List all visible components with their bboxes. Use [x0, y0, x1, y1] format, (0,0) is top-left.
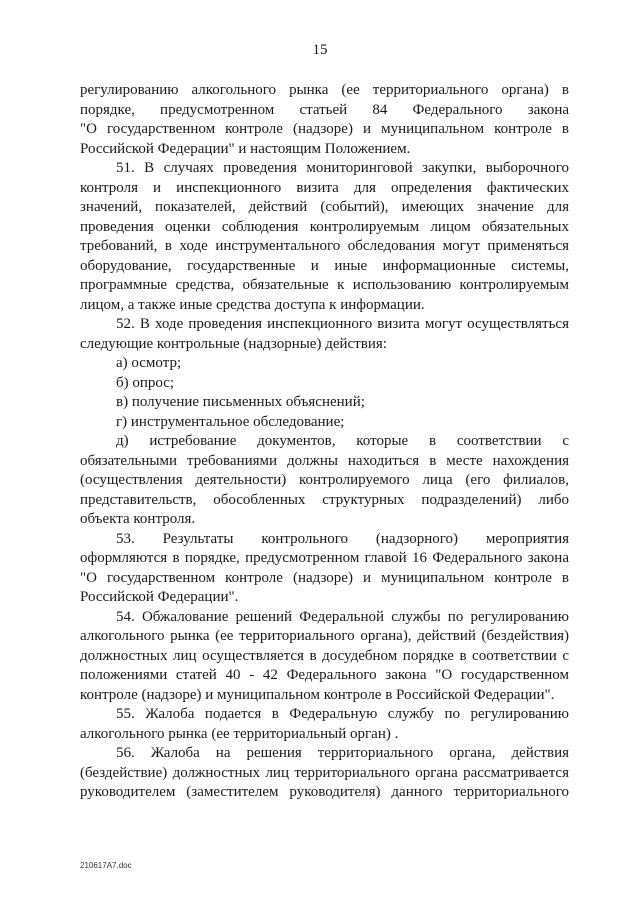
text-line: требований, в ходе инструментального обследования могут применяться: [80, 238, 569, 254]
footer-filename: 210617A7.doc: [80, 861, 132, 870]
text-line: (бездействие) должностных лиц территориального органа рассматривается: [80, 764, 569, 781]
text-line: программные средства, обязательные к использованию контролируемым: [80, 277, 569, 293]
text-line: должностных лиц осуществляется в досудебном порядке в соответствии с: [80, 647, 569, 664]
paragraph-54: [80, 608, 569, 706]
text-line: представительств, обособленных структурных подразделений) либо: [80, 491, 569, 508]
text-line: Российской Федерации" и настоящим Положением.: [80, 140, 411, 157]
text-line: "О государственном контроле (надзоре) и муниципальном контроле в: [80, 569, 569, 586]
text-line: д) истребование документов, которые в соответствии с: [116, 433, 569, 449]
text-line: контроле (надзоре) и муниципальном контроле в Российской Федерации".: [80, 686, 555, 703]
text-line: 55. Жалоба подается в Федеральную службу по регулированию: [116, 706, 569, 722]
list-item: б) опрос;: [116, 374, 175, 391]
paragraph-56: [80, 744, 569, 803]
text-line: 56. Жалоба на решения территориального органа, действия: [116, 745, 569, 761]
text-line: обязательными требованиями должны находиться в месте нахождения: [80, 452, 569, 469]
text-line: (осуществления деятельности) контролируемого лица (его филиалов,: [80, 472, 569, 488]
text-line: 52. В ходе проведения инспекционного визита могут осуществляться: [116, 316, 569, 332]
text-line: контроля и инспекционного визита для определения фактических: [80, 179, 569, 196]
paragraph-52: [80, 315, 569, 354]
list-item: в) получение письменных объяснений;: [116, 394, 365, 410]
paragraph-continuation: [80, 81, 569, 159]
text-line: порядке, предусмотренном статьей 84 Федерального закона: [80, 101, 569, 118]
text-line: значений, показателей, действий (событий), имеющих значение для: [80, 199, 569, 215]
text-line: Российской Федерации".: [80, 589, 239, 605]
list-item-d: [80, 432, 569, 530]
text-line: оборудование, государственные и иные информационные системы,: [80, 257, 569, 274]
text-line: 53. Результаты контрольного (надзорного) мероприятия: [116, 530, 569, 547]
text-line: алкогольного рынка (ее территориального органа), действий (бездействия): [80, 628, 569, 644]
text-line: оформляются в порядке, предусмотренном главой 16 Федерального закона: [80, 550, 569, 566]
text-line: 51. В случаях проведения мониторинговой закупки, выборочного: [116, 160, 569, 176]
paragraph-53: [80, 530, 569, 608]
text-line: следующие контрольные (надзорные) действия:: [80, 335, 387, 352]
list-item: а) осмотр;: [116, 355, 182, 371]
paragraph-51: [80, 159, 569, 315]
list-item: г) инструментальное обследование;: [116, 413, 345, 430]
text-line: алкогольного рынка (ее территориальный орган) .: [80, 725, 399, 742]
action-list: [80, 354, 569, 432]
text-line: 54. Обжалование решений Федеральной службы по регулированию: [116, 608, 569, 625]
text-line: положениями статей 40 - 42 Федерального закона "О государственном: [80, 667, 569, 683]
document-body: [80, 81, 569, 803]
text-line: "О государственном контроле (надзоре) и муниципальном контроле в: [80, 121, 569, 137]
page-number: 15: [312, 42, 328, 58]
paragraph-55: [80, 705, 569, 744]
text-line: объекта контроля.: [80, 511, 196, 527]
text-line: проведения оценки соблюдения контролируемым лицом обязательных: [80, 218, 569, 235]
text-line: лицом, а также иные средства доступа к информации.: [80, 296, 425, 313]
text-line: руководителем (заместителем руководителя) данного территориального: [80, 784, 569, 800]
text-line: регулированию алкогольного рынка (ее территориального органа) в: [80, 82, 569, 98]
